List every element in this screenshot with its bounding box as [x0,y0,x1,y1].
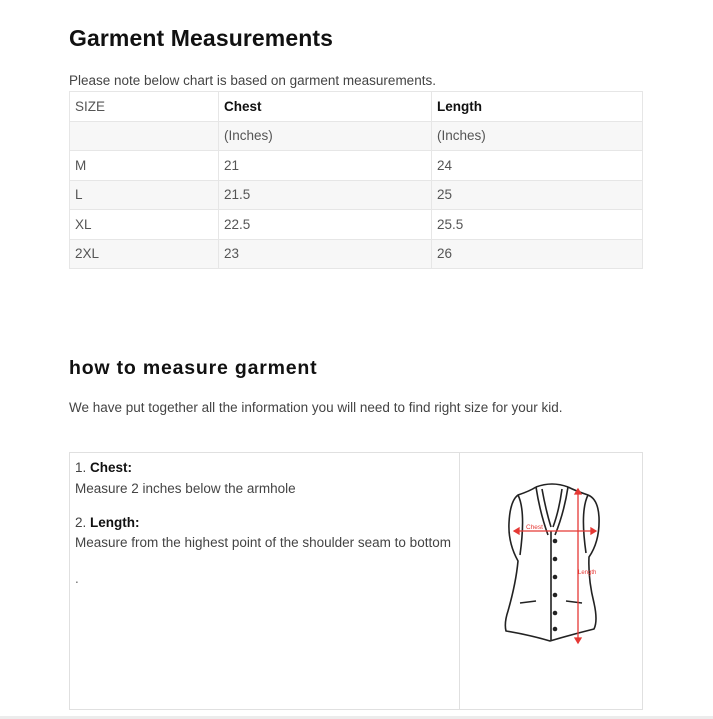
chart-note: Please note below chart is based on garment measurements. [69,73,436,88]
length-measure-label: Length [578,570,597,576]
chest-measure-label: Chest [526,524,543,531]
instructions-panel [70,453,460,709]
vest-measurement-diagram [460,453,642,709]
table-row [70,210,643,240]
instruction-length-text: Measure from the highest point of the shoulder seam to bottom [75,535,451,550]
size-chart-table [69,91,643,269]
vest-diagram-panel [460,453,642,709]
trailing-dot: . [75,571,79,586]
header-chest: Chest [219,92,432,122]
cell-size: XL [70,210,219,240]
cell-length: 24 [432,151,643,181]
table-row [70,239,643,269]
page-title: Garment Measurements [69,25,334,51]
measure-instructions-box [69,452,643,710]
cell-chest: 22.5 [219,210,432,240]
table-row [70,180,643,210]
table-header-row [70,92,643,122]
instruction-chest-text: Measure 2 inches below the armhole [75,481,296,496]
how-to-measure-heading: how to measure garment [69,357,318,379]
units-chest: (Inches) [219,121,432,151]
table-units-row [70,121,643,151]
instruction-length-heading [75,515,140,530]
cell-length: 26 [432,239,643,269]
cell-size: L [70,180,219,210]
table-row [70,151,643,181]
instruction-label: Length: [90,515,140,530]
cell-size: 2XL [70,239,219,269]
cell-chest: 21.5 [219,180,432,210]
cell-size: M [70,151,219,181]
instruction-number: 1. [75,460,87,475]
cell-length: 25 [432,180,643,210]
instruction-chest-heading [75,460,132,475]
cell-chest: 23 [219,239,432,269]
instruction-label: Chest: [90,460,133,475]
instruction-number: 2. [75,515,87,530]
how-to-intro: We have put together all the information you will need to find right size for your kid. [69,400,563,415]
units-length: (Inches) [432,121,643,151]
units-size [70,121,219,151]
cell-chest: 21 [219,151,432,181]
header-length: Length [432,92,643,122]
cell-length: 25.5 [432,210,643,240]
header-size: SIZE [70,92,219,122]
